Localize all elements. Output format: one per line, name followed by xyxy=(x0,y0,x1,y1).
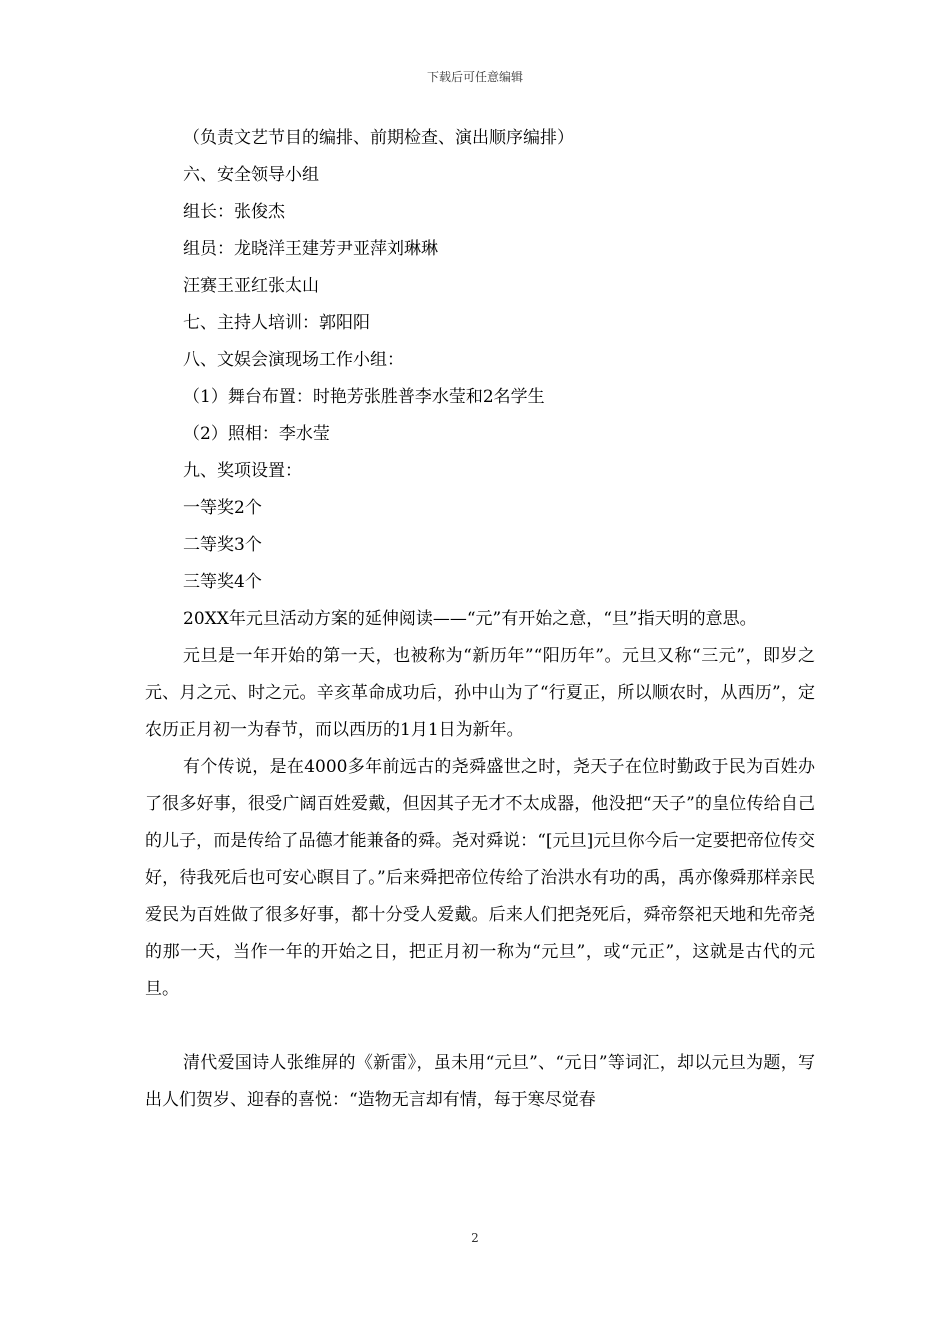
text-line: 组员：龙晓洋王建芳尹亚萍刘琳琳 xyxy=(183,239,438,259)
text-line: （1）舞台布置：时艳芳张胜普李水莹和2名学生 xyxy=(183,387,545,407)
text-line: （负责文艺节目的编排、前期检查、演出顺序编排） xyxy=(183,128,574,148)
text-line: 汪赛王亚红张太山 xyxy=(183,276,319,296)
page-number: 2 xyxy=(471,1231,479,1245)
section-heading: 八、文娱会演现场工作小组： xyxy=(183,350,404,370)
text-line: （2）照相：李水莹 xyxy=(183,424,330,444)
blank-line xyxy=(145,1008,815,1045)
text-line: 三等奖4个 xyxy=(183,572,262,592)
text-line: 二等奖3个 xyxy=(183,535,262,555)
section-heading: 九、奖项设置： xyxy=(183,461,302,481)
paragraph: 元旦是一年开始的第一天，也被称为“新历年”“阳历年”。元旦又称“三元”，即岁之元、月之元、时之元。辛亥革命成功后，孙中山为了“行夏正，所以顺农时，从西历”，定农历正月初一为春节，而以西历的1月1日为新年。 xyxy=(145,646,815,740)
page-header: 下载后可任意编辑 xyxy=(426,70,523,84)
paragraph: 清代爱国诗人张维屏的《新雷》，虽未用“元旦”、“元日”等词汇，却以元旦为题，写出人们贺岁、迎春的喜悦：“造物无言却有情，每于寒尽觉春 xyxy=(145,1053,815,1110)
text-line: 一等奖2个 xyxy=(183,498,262,518)
document-body xyxy=(145,120,815,1119)
paragraph: 有个传说，是在4000多年前远古的尧舜盛世之时，尧天子在位时勤政于民为百姓办了很多好事，很受广阔百姓爱戴，但因其子无才不太成器，他没把“天子”的皇位传给自己的儿子，而是传给了品德才能兼备的舜。尧对舜说：“[元旦]元旦你今后一定要把帝位传交好，待我死后也可安心瞑目了。”后来舜把帝位传给了治洪水有功的禹，禹亦像舜那样亲民爱民为百姓做了很多好事，都十分受人爱戴。后来人们把尧死后，舜帝祭祀天地和先帝尧的那一天，当作一年的开始之日，把正月初一称为“元旦”，或“元正”，这就是古代的元旦。 xyxy=(145,757,815,999)
paragraph: 20XX年元旦活动方案的延伸阅读——“元”有开始之意，“旦”指天明的意思。 xyxy=(183,609,757,629)
section-heading: 七、主持人培训：郭阳阳 xyxy=(183,313,370,333)
text-line: 组长：张俊杰 xyxy=(183,202,285,222)
section-heading: 六、安全领导小组 xyxy=(183,165,319,185)
